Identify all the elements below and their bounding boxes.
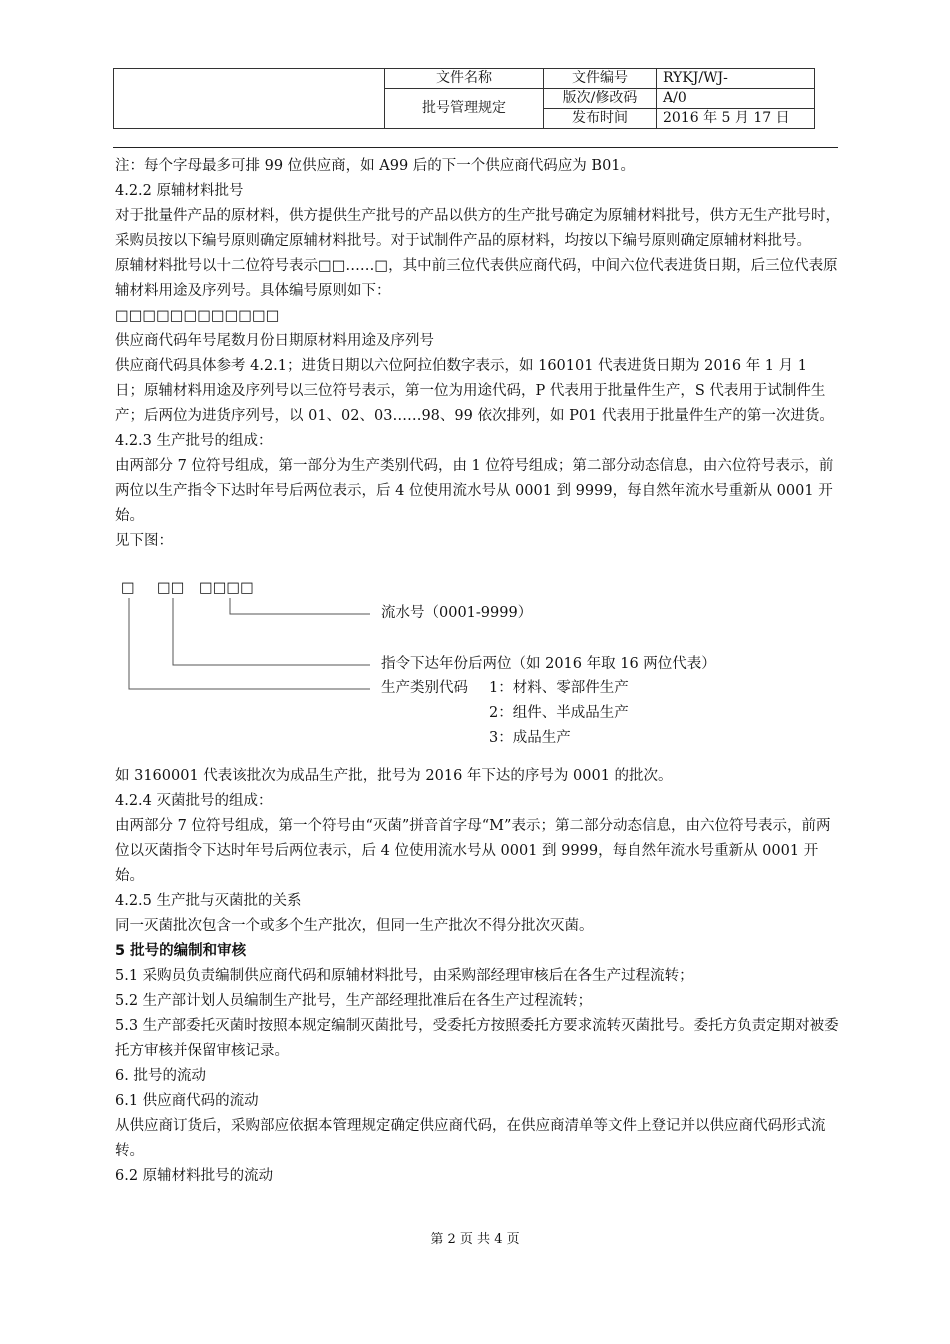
document-body — [115, 154, 840, 1189]
category-item-2: 2：组件、半成品生产 — [489, 705, 629, 721]
paragraph: 对于批量件产品的原材料，供方提供生产批号的产品以供方的生产批号确定为原辅材料批号，供方无生产批号时，采购员按以下编号原则确定原辅材料批号。对于试制件产品的原材料，均按以下编号原则确定原辅材料批号。 — [115, 208, 840, 249]
paragraph: 5.2 生产部计划人员编制生产批号，生产部经理批准后在各生产过程流转； — [115, 993, 593, 1009]
section-heading: 4.2.3 生产批号的组成： — [115, 433, 273, 449]
serial-label: 流水号（0001-9999） — [381, 605, 533, 621]
file-no-value: RYKJ/WJ- — [657, 69, 815, 89]
category-item-3: 3：成品生产 — [489, 730, 571, 746]
category-leader-line — [129, 598, 370, 689]
section-heading: 6.2 原辅材料批号的流动 — [115, 1168, 274, 1184]
page-footer: 第 2 页 共 4 页 — [430, 1232, 520, 1247]
logo-cell — [114, 69, 385, 129]
year-leader-line — [173, 598, 370, 665]
release-label: 发布时间 — [544, 109, 657, 129]
batch-number-diagram — [115, 554, 840, 764]
diagram-box-4: □□□□ — [199, 580, 254, 596]
section-heading: 4.2.5 生产批与灭菌批的关系 — [115, 893, 302, 909]
version-value: A/0 — [657, 89, 815, 109]
paragraph: 原辅材料批号以十二位符号表示□□……□，其中前三位代表供应商代码，中间六位代表进货日期，后三位代表原辅材料用途及序列号。具体编号原则如下： — [115, 258, 838, 299]
paragraph: 如 3160001 代表该批次为成品生产批，批号为 2016 年下达的序号为 0001 的批次。 — [115, 768, 673, 784]
diagram-box-1: □ — [121, 580, 135, 596]
file-name-label: 文件名称 — [385, 69, 544, 89]
category-label: 生产类别代码 — [381, 680, 468, 696]
section-heading: 4.2.4 灭菌批号的组成： — [115, 793, 273, 809]
section-heading: 6.1 供应商代码的流动 — [115, 1093, 259, 1109]
paragraph: 5.3 生产部委托灭菌时按照本规定编制灭菌批号，受委托方按照委托方要求流转灭菌批号。委托方负责定期对被委托方审核并保留审核记录。 — [115, 1018, 839, 1059]
section-5-heading: 5 批号的编制和审核 — [115, 943, 247, 959]
year-label: 指令下达年份后两位（如 2016 年取 16 两位代表） — [381, 656, 716, 672]
paragraph: 注：每个字母最多可排 99 位供应商，如 A99 后的下一个供应商代码应为 B01。 — [115, 158, 636, 174]
paragraph: 供应商代码年号尾数月份日期原材料用途及序列号 — [115, 333, 434, 349]
version-label: 版次/修改码 — [544, 89, 657, 109]
release-date: 2016 年 5 月 17 日 — [657, 109, 815, 129]
diagram-box-2: □□ — [157, 580, 185, 596]
box-placeholder-row: □□□□□□□□□□□□ — [115, 308, 280, 324]
paragraph: 同一灭菌批次包含一个或多个生产批次，但同一生产批次不得分批次灭菌。 — [115, 918, 594, 934]
paragraph: 供应商代码具体参考 4.2.1；进货日期以六位阿拉伯数字表示，如 160101 代表进货日期为 2016 年 1 月 1 日；原辅材料用途及序列号以三位符号表示，第一位为用途代码，P 代表用于批量件生产，S 代表用于试制件生产；后两位为进货序列号，以 01、02、03……98、99 依次排列，如 P01 代表用于批量件生产的第一次进货。 — [115, 358, 834, 424]
paragraph: 5.1 采购员负责编制供应商代码和原辅材料批号，由采购部经理审核后在各生产过程流转； — [115, 968, 694, 984]
paragraph: 由两部分 7 位符号组成，第一个符号由“灭菌”拼音首字母“M”表示；第二部分动态信息，由六位符号表示，前两位以灭菌指令下达时年号后两位表示，后 4 位使用流水号从 0001 到 9999，每自然年流水号重新从 0001 开始。 — [115, 818, 831, 884]
paragraph: 从供应商订货后，采购部应依据本管理规定确定供应商代码，在供应商清单等文件上登记并以供应商代码形式流转。 — [115, 1118, 826, 1159]
paragraph: 见下图： — [115, 533, 173, 549]
file-no-label: 文件编号 — [544, 69, 657, 89]
doc-title: 批号管理规定 — [385, 89, 544, 129]
paragraph: 由两部分 7 位符号组成，第一部分为生产类别代码，由 1 位符号组成；第二部分动态信息，由六位符号表示，前两位以生产指令下达时年号后两位表示，后 4 位使用流水号从 0001 到 9999，每自然年流水号重新从 0001 开始。 — [115, 458, 834, 524]
header-rule — [113, 147, 838, 148]
section-heading: 6. 批号的流动 — [115, 1068, 206, 1084]
category-item-1: 1：材料、零部件生产 — [489, 680, 629, 696]
section-heading: 4.2.2 原辅材料批号 — [115, 183, 244, 199]
document-header-table — [113, 68, 815, 129]
